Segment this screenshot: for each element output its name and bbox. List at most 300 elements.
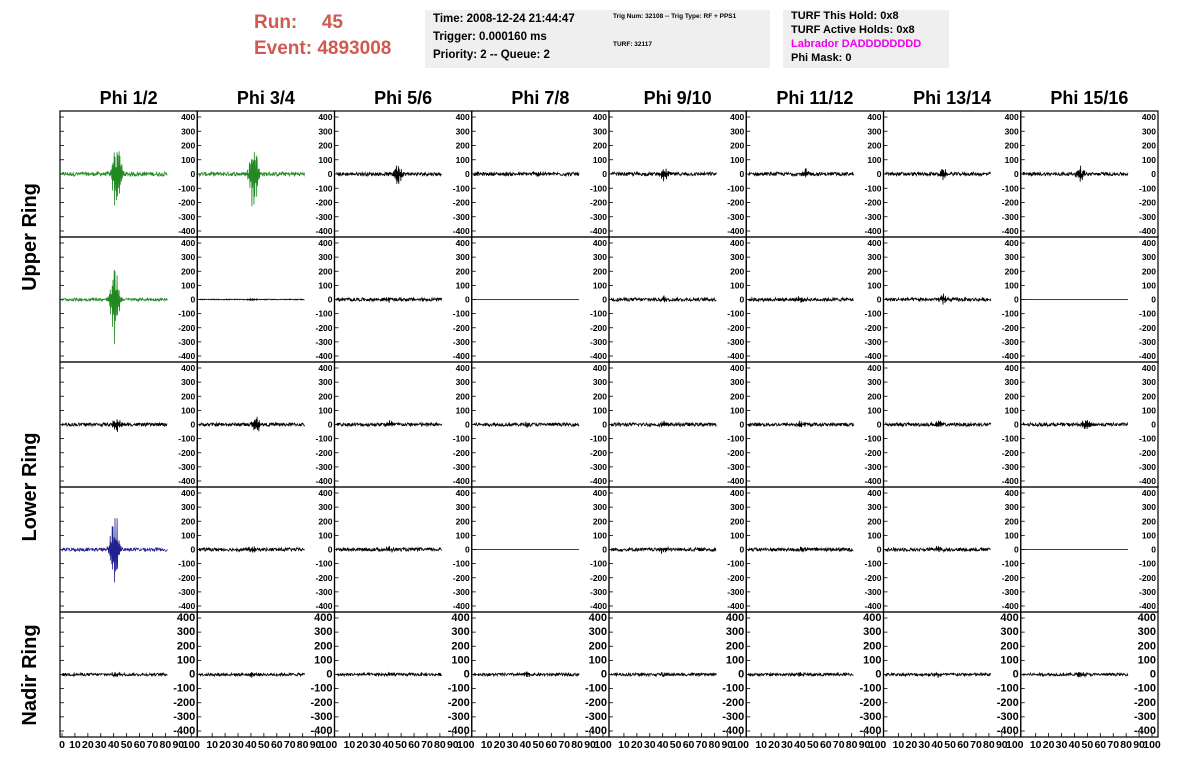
ytick-label: -400: [864, 351, 882, 361]
ytick-label: 300: [455, 377, 470, 388]
ytick-label: 200: [592, 516, 607, 527]
ytick-label: 200: [1141, 140, 1156, 151]
ytick-label: 0: [739, 169, 745, 179]
ytick-label: -200: [589, 572, 607, 583]
column-header-5: Phi 9/10: [643, 88, 712, 108]
waveform-r5-c6: [748, 672, 853, 677]
waveform-r1-c3: [337, 166, 442, 185]
ytick-label: 400: [592, 112, 607, 122]
ytick-label: -100: [722, 682, 745, 695]
ytick-label: -100: [727, 558, 745, 569]
ytick-label: -100: [452, 433, 470, 444]
ytick-label: 400: [1141, 488, 1156, 498]
waveform-r4-c5: [611, 547, 716, 553]
ytick-label: 100: [1141, 154, 1156, 165]
ytick-label: -100: [178, 558, 196, 569]
ytick-label: -300: [315, 461, 333, 472]
ytick-label: 0: [465, 544, 470, 555]
ytick-label: 400: [314, 612, 333, 624]
ytick-label: 0: [326, 668, 333, 681]
ytick-label: 300: [1004, 377, 1019, 388]
ytick-label: -300: [727, 336, 745, 347]
ytick-label: 100: [455, 280, 470, 291]
ring-label-1: Upper Ring: [19, 183, 41, 291]
xtick-label: 90: [309, 739, 322, 751]
ytick-label: 200: [1004, 266, 1019, 277]
waveform-r1-c5: [611, 169, 716, 182]
ytick-label: 200: [863, 640, 882, 653]
ytick-label: -100: [864, 183, 882, 194]
waveform-r5-c5: [611, 672, 716, 677]
ytick-label: 400: [867, 488, 882, 498]
waveform-r2-c2: [199, 298, 304, 300]
ytick-label: 0: [876, 544, 882, 555]
ytick-label: -200: [589, 197, 607, 208]
ytick-label: -300: [452, 461, 470, 472]
ytick-label: 300: [451, 626, 470, 639]
ytick-label: 400: [318, 363, 333, 373]
ytick-label: -100: [315, 183, 333, 194]
ytick-label: 100: [867, 154, 882, 165]
ytick-label: 300: [1137, 626, 1156, 639]
ytick-label: -100: [996, 682, 1019, 695]
ytick-label: -200: [315, 447, 333, 458]
ytick-label: 400: [1141, 112, 1156, 122]
xtick-label: 60: [682, 739, 695, 751]
ytick-label: 100: [1137, 654, 1156, 667]
ytick-label: 400: [181, 112, 196, 122]
ytick-label: -400: [589, 476, 607, 486]
ytick-label: -300: [864, 586, 882, 597]
xtick-label: 70: [558, 739, 571, 751]
waveform-r1-c6: [748, 168, 853, 177]
ytick-label: 100: [1004, 530, 1019, 541]
column-header-8: Phi 15/16: [1050, 88, 1129, 108]
ytick-label: 400: [1137, 612, 1156, 624]
xtick-label: 40: [107, 739, 120, 751]
ytick-label: -300: [1133, 710, 1156, 723]
xtick-label: 80: [1120, 739, 1132, 751]
ytick-label: 300: [867, 252, 882, 263]
ytick-label: -100: [589, 558, 607, 569]
ytick-label: 400: [451, 612, 470, 624]
ytick-label: -300: [584, 710, 607, 723]
run-label: Run:: [254, 12, 298, 33]
xtick-label: 30: [1055, 739, 1068, 751]
labrador-text: Labrador DADDDDDDDD: [791, 38, 922, 50]
ytick-label: 200: [730, 516, 745, 527]
xtick-label: 80: [845, 739, 858, 751]
xtick-label: 100: [1005, 739, 1024, 751]
ytick-label: 0: [600, 668, 607, 681]
ytick-label: -200: [859, 696, 882, 709]
ytick-label: 400: [867, 238, 882, 248]
ytick-label: 300: [1141, 502, 1156, 513]
ytick-label: 0: [739, 544, 745, 555]
ytick-label: 300: [318, 126, 333, 137]
ytick-label: 200: [455, 516, 470, 527]
ytick-label: 200: [318, 140, 333, 151]
xtick-label: 30: [643, 739, 656, 751]
ytick-label: 400: [1004, 363, 1019, 373]
ytick-label: -100: [452, 558, 470, 569]
waveform-r1-c7: [886, 169, 991, 180]
ytick-label: -200: [864, 572, 882, 583]
ytick-label: -400: [178, 476, 196, 486]
ytick-label: 400: [867, 363, 882, 373]
ytick-label: -200: [589, 447, 607, 458]
ytick-label: 100: [1004, 405, 1019, 416]
ytick-label: -300: [452, 336, 470, 347]
ytick-label: -100: [864, 308, 882, 319]
ytick-label: 400: [181, 363, 196, 373]
ytick-label: 100: [725, 654, 745, 667]
xtick-label: 80: [434, 739, 446, 751]
waveform-r5-c4: [474, 671, 579, 677]
ytick-label: -100: [178, 183, 196, 194]
ytick-label: -400: [1001, 351, 1019, 361]
xtick-label: 90: [1133, 739, 1145, 751]
waveform-r2-c1: [62, 270, 167, 345]
ytick-label: 0: [602, 294, 607, 305]
ytick-label: 200: [1004, 516, 1019, 527]
ytick-label: -200: [1001, 447, 1019, 458]
ytick-label: 300: [867, 377, 882, 388]
ytick-label: -200: [452, 572, 470, 583]
ring-label-2: Lower Ring: [19, 432, 41, 542]
ytick-label: 200: [730, 266, 745, 277]
ytick-label: -200: [996, 696, 1019, 709]
ytick-label: 400: [318, 238, 333, 248]
xtick-label: 80: [159, 739, 172, 751]
ytick-label: -200: [864, 322, 882, 333]
ytick-label: 100: [867, 280, 882, 291]
xtick-label: 40: [1068, 739, 1081, 751]
xtick-label: 10: [892, 739, 905, 751]
waveform-r1-c2: [199, 152, 304, 206]
ytick-label: -200: [589, 322, 607, 333]
ytick-label: -200: [315, 322, 333, 333]
xtick-label: 50: [258, 739, 270, 751]
ytick-label: 200: [455, 391, 470, 402]
ytick-label: 300: [176, 626, 196, 639]
ytick-label: -200: [1001, 197, 1019, 208]
column-header-2: Phi 3/4: [236, 88, 295, 108]
xtick-label: 10: [480, 739, 493, 751]
xtick-label: 20: [82, 739, 94, 751]
ytick-label: -200: [452, 197, 470, 208]
ytick-label: 200: [592, 266, 607, 277]
ytick-label: 0: [738, 668, 745, 681]
ytick-label: 100: [1141, 405, 1156, 416]
ytick-label: -200: [178, 197, 196, 208]
ytick-label: 0: [190, 294, 196, 305]
xtick-label: 90: [721, 739, 734, 751]
ytick-label: 400: [455, 488, 470, 498]
ytick-label: -300: [727, 461, 745, 472]
ytick-label: 0: [1151, 294, 1156, 305]
ytick-label: -100: [447, 682, 470, 695]
ytick-label: 300: [455, 126, 470, 137]
ytick-label: -400: [584, 725, 607, 737]
ytick-label: 100: [592, 154, 607, 165]
ytick-label: 100: [181, 154, 196, 165]
ytick-label: 100: [318, 405, 333, 416]
ytick-label: 400: [318, 112, 333, 122]
xtick-label: 80: [571, 739, 583, 751]
ytick-label: 200: [318, 391, 333, 402]
ytick-label: -400: [589, 226, 607, 236]
ytick-label: 0: [739, 294, 745, 305]
waveform-r5-c1: [62, 672, 167, 677]
waveform-r5-c2: [199, 672, 304, 678]
ytick-label: -100: [1001, 183, 1019, 194]
ytick-label: 0: [602, 419, 607, 430]
ytick-label: -400: [447, 725, 470, 737]
ytick-label: 200: [1141, 391, 1156, 402]
ytick-label: -100: [452, 183, 470, 194]
ytick-label: 400: [176, 612, 196, 624]
ytick-label: 200: [1004, 140, 1019, 151]
ytick-label: -200: [447, 696, 470, 709]
ytick-label: -300: [864, 211, 882, 222]
waveform-r2-c7: [886, 294, 991, 305]
ytick-label: 0: [1014, 544, 1019, 555]
ytick-label: 0: [1151, 544, 1156, 555]
xtick-label: 20: [768, 739, 780, 751]
ytick-label: 0: [1014, 294, 1019, 305]
ytick-label: 100: [588, 654, 607, 667]
ytick-label: -100: [1138, 308, 1156, 319]
ytick-label: -300: [589, 586, 607, 597]
ytick-label: 200: [730, 391, 745, 402]
ytick-label: -300: [589, 461, 607, 472]
ytick-label: 200: [318, 516, 333, 527]
waveform-r3-c3: [337, 420, 442, 427]
ytick-label: -400: [727, 351, 745, 361]
xtick-label: 10: [343, 739, 356, 751]
ytick-label: -100: [727, 433, 745, 444]
xtick-label: 80: [983, 739, 995, 751]
ytick-label: -300: [1001, 461, 1019, 472]
xtick-label: 70: [146, 739, 159, 751]
ytick-label: 200: [592, 140, 607, 151]
time-text: Time: 2008-12-24 21:44:47: [433, 13, 575, 25]
ytick-label: 200: [455, 140, 470, 151]
ytick-label: 100: [863, 654, 882, 667]
ytick-label: 200: [592, 391, 607, 402]
xtick-label: 0: [59, 739, 65, 751]
xtick-label: 10: [755, 739, 768, 751]
ytick-label: -100: [178, 308, 196, 319]
ytick-label: -400: [310, 725, 333, 737]
ytick-label: -200: [1001, 572, 1019, 583]
xtick-label: 90: [172, 739, 185, 751]
ytick-label: -100: [310, 682, 333, 695]
waveform-r1-c4: [474, 172, 579, 177]
ytick-label: 100: [455, 154, 470, 165]
ytick-label: 200: [181, 140, 196, 151]
ytick-label: -300: [178, 461, 196, 472]
xtick-label: 100: [456, 739, 475, 751]
ytick-label: -200: [1001, 322, 1019, 333]
waveform-r4-c2: [199, 546, 304, 552]
ytick-label: 100: [592, 405, 607, 416]
xtick-label: 30: [94, 739, 107, 751]
ytick-label: -400: [859, 725, 882, 737]
xtick-label: 80: [296, 739, 309, 751]
ytick-label: 300: [181, 252, 196, 263]
xtick-label: 50: [944, 739, 956, 751]
ytick-label: -100: [1001, 558, 1019, 569]
column-header-3: Phi 5/6: [374, 88, 433, 108]
ytick-label: 400: [592, 363, 607, 373]
xtick-label: 70: [695, 739, 708, 751]
ytick-label: 400: [455, 238, 470, 248]
ytick-label: -400: [1001, 476, 1019, 486]
ytick-label: 0: [463, 668, 470, 681]
xtick-label: 60: [545, 739, 558, 751]
ytick-label: -400: [452, 226, 470, 236]
ytick-label: 400: [725, 612, 745, 624]
ytick-label: 400: [181, 238, 196, 248]
waveform-r4-c3: [337, 546, 442, 553]
ytick-label: 0: [190, 419, 196, 430]
ytick-label: -400: [864, 476, 882, 486]
ytick-label: 0: [739, 419, 745, 430]
ytick-label: 200: [1141, 266, 1156, 277]
ytick-label: 100: [455, 530, 470, 541]
xtick-label: 40: [519, 739, 532, 751]
ytick-label: 400: [1141, 363, 1156, 373]
priority-text: Priority: 2 -- Queue: 2: [433, 49, 550, 61]
ytick-label: 400: [1004, 238, 1019, 248]
ytick-label: -300: [310, 710, 333, 723]
ytick-label: -100: [315, 558, 333, 569]
ytick-label: -300: [722, 710, 745, 723]
event-label: Event:: [254, 38, 313, 59]
ytick-label: -100: [589, 183, 607, 194]
ytick-label: 100: [730, 280, 745, 291]
turf-this-hold: TURF This Hold: 0x8: [791, 10, 899, 22]
ytick-label: -200: [1133, 696, 1156, 709]
ytick-label: 200: [451, 640, 470, 653]
ytick-label: 400: [867, 112, 882, 122]
ytick-label: -400: [589, 601, 607, 611]
xtick-label: 40: [656, 739, 669, 751]
ytick-label: 100: [455, 405, 470, 416]
ytick-label: 0: [465, 419, 470, 430]
ytick-label: 300: [592, 126, 607, 137]
ytick-label: -100: [1133, 682, 1156, 695]
ytick-label: 0: [1014, 169, 1019, 179]
xtick-label: 100: [182, 739, 201, 751]
ytick-label: 100: [318, 530, 333, 541]
waveform-r3-c5: [611, 421, 716, 428]
ytick-label: 200: [867, 140, 882, 151]
ytick-label: 200: [181, 266, 196, 277]
xtick-label: 50: [1081, 739, 1094, 751]
ytick-label: 100: [181, 530, 196, 541]
ytick-label: -200: [1138, 447, 1156, 458]
ytick-label: 300: [592, 377, 607, 388]
ytick-label: 0: [327, 294, 333, 305]
ytick-label: -400: [452, 351, 470, 361]
ytick-label: 400: [455, 363, 470, 373]
ytick-label: 300: [318, 252, 333, 263]
xtick-label: 100: [868, 739, 887, 751]
ytick-label: 100: [867, 405, 882, 416]
ytick-label: -300: [1001, 586, 1019, 597]
ytick-label: 300: [181, 502, 196, 513]
ytick-label: 300: [455, 502, 470, 513]
ytick-label: 0: [876, 294, 882, 305]
waveform-r5-c3: [337, 672, 442, 676]
ytick-label: 300: [1004, 252, 1019, 263]
ytick-label: 300: [867, 502, 882, 513]
ytick-label: 0: [1151, 169, 1156, 179]
ytick-label: -400: [1138, 351, 1156, 361]
ytick-label: 400: [730, 238, 745, 248]
ytick-label: -400: [173, 725, 196, 737]
ytick-label: -400: [315, 476, 333, 486]
ytick-label: 400: [1141, 238, 1156, 248]
ytick-label: 400: [1000, 612, 1019, 624]
xtick-label: 30: [781, 739, 793, 751]
ytick-label: -100: [584, 682, 607, 695]
ytick-label: -200: [315, 572, 333, 583]
ytick-label: -200: [1138, 572, 1156, 583]
ytick-label: -200: [722, 696, 745, 709]
ytick-label: 300: [1004, 502, 1019, 513]
ytick-label: -200: [452, 322, 470, 333]
xtick-label: 50: [669, 739, 682, 751]
turf-count-text: TURF: 32117: [613, 41, 653, 48]
xtick-label: 60: [1094, 739, 1107, 751]
ytick-label: 200: [1141, 516, 1156, 527]
ytick-label: -400: [452, 476, 470, 486]
ytick-label: 100: [592, 280, 607, 291]
ytick-label: -100: [1138, 558, 1156, 569]
ytick-label: 100: [1004, 280, 1019, 291]
ytick-label: 0: [327, 419, 333, 430]
ytick-label: -300: [1001, 211, 1019, 222]
ytick-label: -100: [727, 308, 745, 319]
ytick-label: 0: [1014, 419, 1019, 430]
ytick-label: 400: [1004, 488, 1019, 498]
ytick-label: 400: [730, 112, 745, 122]
xtick-label: 10: [1029, 739, 1042, 751]
ytick-label: 300: [725, 626, 745, 639]
ytick-label: 400: [1004, 112, 1019, 122]
ytick-label: 300: [1141, 252, 1156, 263]
ytick-label: -300: [1138, 336, 1156, 347]
ytick-label: 0: [465, 294, 470, 305]
ytick-label: 100: [730, 154, 745, 165]
ytick-label: -400: [722, 725, 745, 737]
ytick-label: 200: [181, 391, 196, 402]
xtick-label: 60: [270, 739, 283, 751]
xtick-label: 90: [446, 739, 459, 751]
ytick-label: 300: [1000, 626, 1019, 639]
ytick-label: -400: [727, 601, 745, 611]
ytick-label: 300: [455, 252, 470, 263]
xtick-label: 90: [858, 739, 871, 751]
waveform-r5-c7: [886, 673, 991, 678]
ytick-label: -200: [727, 572, 745, 583]
column-header-6: Phi 11/12: [776, 88, 854, 108]
xtick-label: 60: [408, 739, 420, 751]
